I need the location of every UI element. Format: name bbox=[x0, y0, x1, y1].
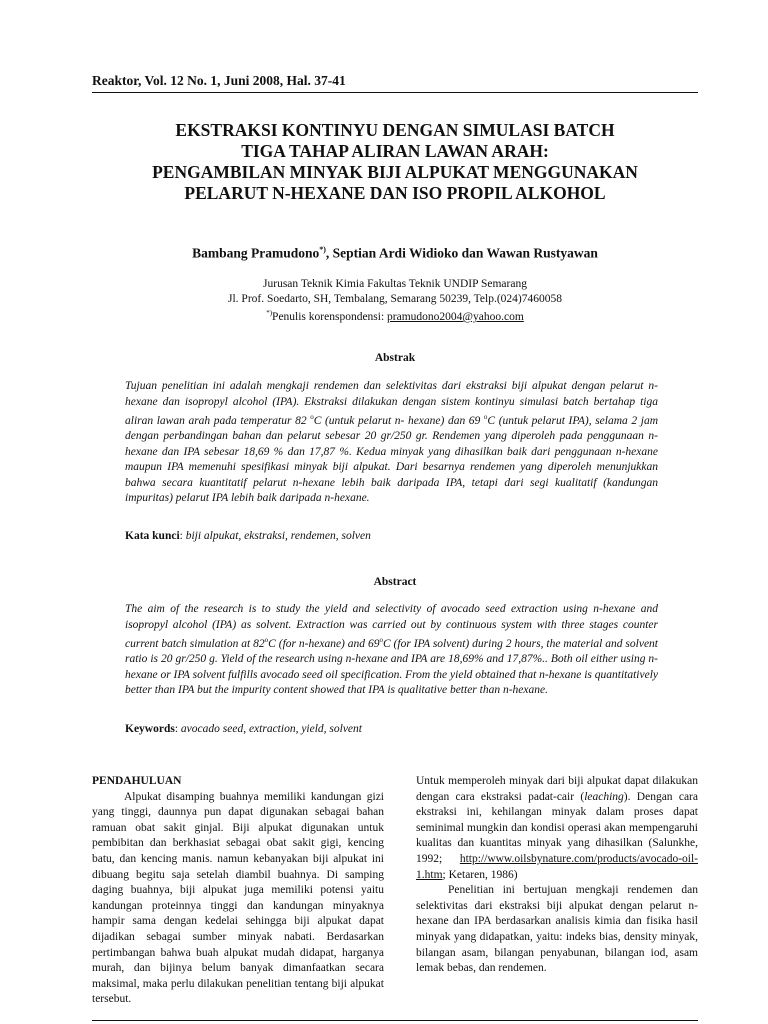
para-text: ; Ketaren, 1986) bbox=[442, 868, 518, 881]
footer-rule bbox=[92, 1020, 698, 1021]
abstrak-text-3: C (untuk pelarut IPA), selama 2 jam dengan perbandingan bahan dan pelarut sebesar 20 gr/250 gr. Rendemen yang diperoleh pada penggunaan n-hexane dan IPA sebesar 18,69 % dan 17,87 %. Kedua minyak yang dihasilkan baik dari penggunaan n-hexane maupun IPA memenuhi spesifikasi minyak biji alpukat. Dari besarnya rendemen yang diperoleh menunjukkan bahwa secara kuantitatif pelarut n-hexane lebih baik daripada IPA, tetapi dari segi kualitatif (kandungan impuritas) pelarut IPA lebih baik daripada n-hexane. bbox=[125, 414, 658, 505]
right-column bbox=[416, 774, 698, 977]
abstract-text-2: C (for n-hexane) and 69 bbox=[268, 637, 380, 650]
intro-paragraph: Alpukat disamping buahnya memiliki kandungan gizi yang tinggi, daunnya pun dapat digunakan sebagai bahan ramuan obat sakit ginjal. Biji alpukat digunakan untuk pembibitan dan berkhasiat sebagai obat sakit gigi, kencing batu, dan kencing manis. namun kebanyakan biji alpukat ini dibuang begitu saja setelah diambil buahnya. Di samping daging buahnya, biji alpukat juga memiliki potensi yaitu kandungan proteinnya tinggi dan kandungan minyaknya hampir sama dengan kedelai sehingga biji alpukat dapat dijadikan sebagai sumber minyak nabati. Berdasarkan pertimbangan bahwa buah alpukat mudah didapat, harganya murah, dan bijinya belum banyak dimanfaatkan secara maksimal, maka perlu dilakukan penelitian tentang biji alpukat tersebut. bbox=[92, 790, 384, 1006]
para-text: Untuk memperoleh minyak dari biji alpukat dapat dilakukan dengan cara ekstraksi padat-cair ( bbox=[416, 775, 698, 803]
affiliation bbox=[92, 277, 698, 324]
left-column bbox=[92, 774, 384, 1008]
abstract-body bbox=[125, 602, 658, 699]
corr-label: Penulis korenspondensi: bbox=[272, 310, 388, 323]
keywords bbox=[125, 723, 658, 735]
abstrak-text-1: Tujuan penelitian ini adalah mengkaji rendemen dan selektivitas dari ekstraksi biji alpukat dengan pelarut n-hexane dan isopropyl alcohol (IPA). Ekstraksi dilakukan dengan sistem kontinyu simulasi batch bertahap tiga aliran lawan arah pada temperatur 82 bbox=[125, 380, 658, 427]
para-text: ). Dengan cara ekstraksi ini, kehilangan minyak dalam proses dapat seminimal mungkin dan kondisi operasi akan mempengaruhi kualitas dan kuantitas minyak yang dihasilkan (Salunkhe, 1992; bbox=[416, 790, 698, 865]
paper-title bbox=[92, 120, 698, 204]
title-line: PELARUT N-HEXANE DAN ISO PROPIL ALKOHOL bbox=[184, 183, 606, 203]
author-first: Bambang Pramudono bbox=[192, 245, 320, 261]
degree-mark: o bbox=[264, 636, 269, 644]
kata-kunci-value: biji alpukat, ekstraksi, rendemen, solven bbox=[185, 530, 371, 542]
degree-mark: o bbox=[379, 636, 383, 644]
reference-link[interactable]: http://www.oilsbynature.com/products/avocado-oil-1.htm bbox=[416, 852, 698, 881]
intro-paragraph-2 bbox=[416, 774, 698, 883]
degree-mark: o bbox=[310, 413, 314, 421]
corresponding-author bbox=[92, 306, 698, 324]
abstrak-text-2: C (untuk pelarut n- hexane) dan 69 bbox=[313, 414, 484, 427]
authors bbox=[92, 245, 698, 262]
header-rule bbox=[92, 92, 698, 93]
abstract-text-1: The aim of the research is to study the yield and selectivity of avocado seed extraction using n-hexane and isopropyl alcohol (IPA) as solvent. Extraction was carried out by continuous system with three stages counter current batch simulation at 82 bbox=[125, 603, 658, 650]
abstract-heading: Abstract bbox=[373, 576, 417, 588]
author-rest: , Septian Ardi Widioko dan Wawan Rustyawan bbox=[325, 245, 598, 261]
para-italic: leaching bbox=[584, 790, 624, 803]
journal-header: Reaktor, Vol. 12 No. 1, Juni 2008, Hal. 37-41 bbox=[92, 73, 346, 88]
abstrak-body bbox=[125, 379, 658, 507]
affiliation-line1: Jurusan Teknik Kimia Fakultas Teknik UNDIP Semarang bbox=[263, 278, 527, 290]
keywords-label: Keywords bbox=[125, 723, 175, 735]
abstract-text-3: C (for IPA solvent) during 2 hours, the material and solvent ratio is 20 gr/250 g. Yield of the research using n-hexane and IPA are 18,69% and 17,87%.. Both oil either using n-hexane or IPA solvent fulfills avocado seed oil specification. From the yield obtained that n-hexane is quantitatively better than IPA but the impurity content showed that IPA is qualitative better than n-hexane. bbox=[125, 637, 658, 697]
abstrak-heading: Abstrak bbox=[374, 352, 416, 364]
email-link[interactable]: pramudono2004@yahoo.com bbox=[387, 310, 524, 323]
title-line: TIGA TAHAP ALIRAN LAWAN ARAH: bbox=[241, 141, 549, 161]
section-heading: PENDAHULUAN bbox=[92, 775, 182, 787]
keywords-value: avocado seed, extraction, yield, solvent bbox=[180, 723, 362, 735]
title-line: PENGAMBILAN MINYAK BIJI ALPUKAT MENGGUNAKAN bbox=[152, 162, 638, 182]
intro-paragraph-3: Penelitian ini bertujuan mengkaji rendemen dan selektivitas dari ekstraksi biji alpukat dengan pelarut n-hexane dan IPA berdasarkan analisis kimia dan fisika hasil minyak yang didapatkan, yaitu: indeks bias, density minyak, bilangan asam, bilangan penyabunan, bilangan iod, asam lemak bebas, dan rendemen. bbox=[416, 884, 698, 975]
kata-kunci bbox=[125, 530, 658, 542]
corr-mark: *) bbox=[266, 309, 273, 317]
author-mark: *) bbox=[319, 245, 326, 254]
affiliation-line2: Jl. Prof. Soedarto, SH, Tembalang, Semarang 50239, Telp.(024)7460058 bbox=[228, 292, 562, 305]
title-line: EKSTRAKSI KONTINYU DENGAN SIMULASI BATCH bbox=[175, 120, 615, 140]
keywords-sep: : bbox=[174, 723, 181, 735]
degree-mark: o bbox=[483, 413, 488, 421]
kata-kunci-sep: : bbox=[179, 530, 186, 542]
kata-kunci-label: Kata kunci bbox=[125, 530, 180, 542]
